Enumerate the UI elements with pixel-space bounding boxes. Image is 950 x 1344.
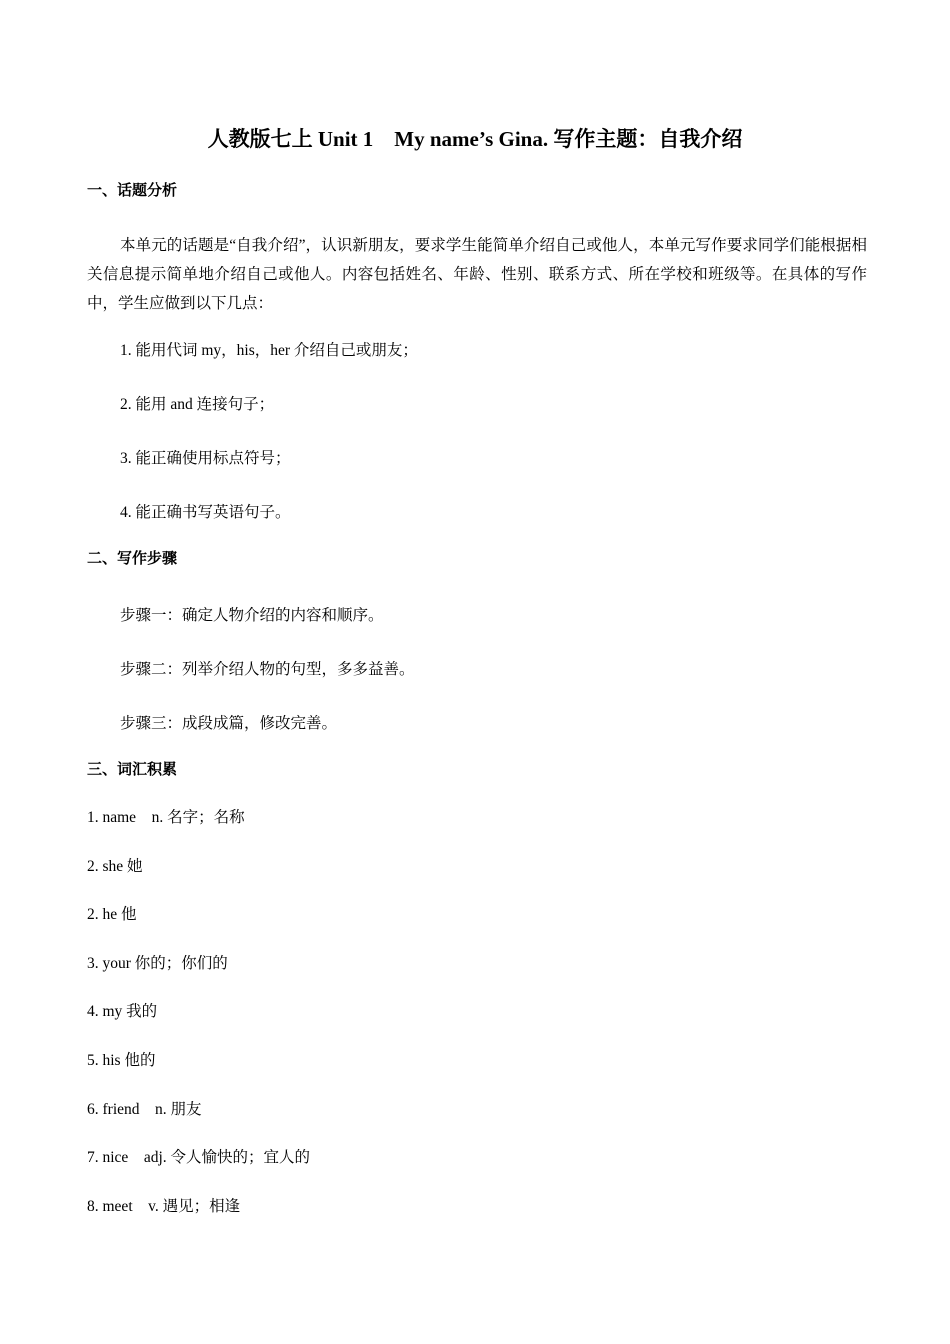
vocab-item: 2. he 他 [87, 906, 137, 923]
vocab-item: 3. your 你的；你们的 [87, 955, 228, 972]
document-title: 人教版七上 Unit 1 My name’s Gina. 写作主题：自我介绍 [207, 127, 743, 151]
point-item: 2. 能用 and 连接句子； [120, 396, 275, 413]
section-heading-vocabulary: 三、词汇积累 [87, 762, 178, 778]
vocab-item: 4. my 我的 [87, 1003, 158, 1020]
point-item: 4. 能正确书写英语句子。 [120, 504, 291, 521]
point-item: 1. 能用代词 my，his，her 介绍自己或朋友； [120, 342, 418, 359]
vocab-item: 8. meet v. 遇见；相逢 [87, 1198, 241, 1215]
step-item: 步骤三：成段成篇，修改完善。 [120, 715, 338, 732]
step-item: 步骤二：列举介绍人物的句型，多多益善。 [120, 661, 415, 678]
step-item: 步骤一：确定人物介绍的内容和顺序。 [120, 607, 384, 624]
vocab-item: 7. nice adj. 令人愉快的；宜人的 [87, 1149, 311, 1166]
vocab-item: 1. name n. 名字；名称 [87, 809, 245, 826]
point-item: 3. 能正确使用标点符号； [120, 450, 291, 467]
vocab-item: 5. his 他的 [87, 1052, 156, 1069]
section-heading-writing-steps: 二、写作步骤 [87, 551, 178, 567]
vocab-item: 2. she 她 [87, 858, 143, 875]
section-heading-topic-analysis: 一、话题分析 [87, 183, 178, 199]
vocab-item: 6. friend n. 朋友 [87, 1101, 202, 1118]
topic-analysis-paragraph: 本单元的话题是“自我介绍”，认识新朋友，要求学生能简单介绍自己或他人，本单元写作要求同学们能根据相关信息提示简单地介绍自己或他人。内容包括姓名、年龄、性别、联系方式、所在学校和班级等。在具体的写作中，学生应做到以下几点： [87, 237, 867, 312]
